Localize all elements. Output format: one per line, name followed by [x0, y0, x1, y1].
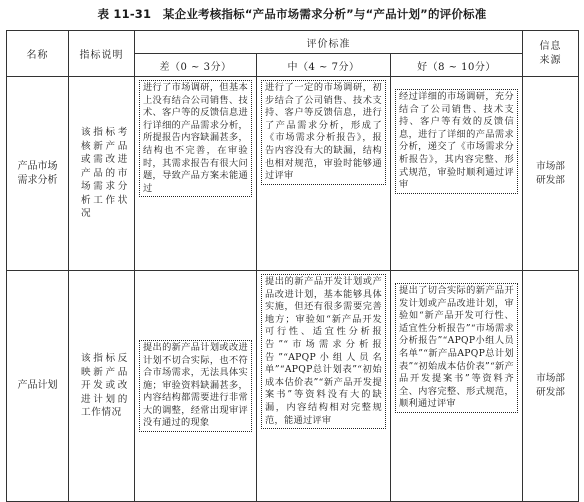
- row-desc: 该指标考核新产品或需改进产品的市场需求分析工作状况: [69, 77, 135, 271]
- header-desc: 指标说明: [69, 31, 135, 77]
- row-source: 市场部研发部: [523, 77, 579, 271]
- table-row: [7, 77, 579, 271]
- row-low-cell: [135, 77, 257, 271]
- header-mid: 中（4 ~ 7分）: [257, 54, 391, 77]
- header-source: 信息来源: [523, 31, 579, 77]
- row-high: 经过详细的市场调研，充分结合了公司销售、技术支持、客户等有效的反馈信息，进行了详细的产品需求分析，递交了《市场需求分析报告》，其内容完整、形式规范，审验时顺利通过评审: [395, 89, 518, 194]
- row-low-cell: [135, 271, 257, 502]
- table-row: [7, 271, 579, 502]
- row-name: 产品市场需求分析: [7, 77, 69, 271]
- row-mid: 提出的新产品开发计划或产品改进计划，基本能够具体实施，但还有很多需要完善地方；审验如“新产品开发可行性、适宜性分析报告”“市场需求分析报告”“APQP小组人员名单”“APQP总计划表”“初始成本估价表”“新产品开发提案书”等资料没有大的缺漏，内容结构相对完整规范，能通过评审: [261, 274, 386, 429]
- row-low: 提出的新产品计划或改进计划不切合实际，也不符合市场需求，无法具体实施；审验资料缺漏甚多，内容结构都需要进行非常大的调整，经常出现审评没有通过的现象: [139, 340, 252, 432]
- header-name: 名称: [7, 31, 69, 77]
- row-mid-cell: [257, 271, 391, 502]
- row-mid-cell: [257, 77, 391, 271]
- header-row: [7, 31, 579, 54]
- row-high: 提出了切合实际的新产品开发计划或产品改进计划，审验如“新产品开发可行性、适宜性分析报告”“市场需求分析报告”“APQP小组人员名单”“新产品APQP总计划表”“初始成本估价表”“新产品开发提案书”等资料齐全、内容完整、形式规范，顺利通过评审: [395, 283, 518, 413]
- row-name: 产品计划: [7, 271, 69, 502]
- table-caption: 表 11-31 某企业考核指标“产品市场需求分析”与“产品计划”的评价标准: [97, 7, 487, 21]
- row-high-cell: [391, 271, 523, 502]
- row-high-cell: [391, 77, 523, 271]
- evaluation-table: [6, 30, 579, 502]
- row-mid: 进行了一定的市场调研，初步结合了公司销售、技术支持、客户等反馈信息，进行了产品需求分析，形成了《市场需求分析报告》，报告内容没有大的缺漏，结构也相对规范，审验时能够通过评审: [261, 80, 386, 185]
- row-low: 进行了市场调研，但基本上没有结合公司销售、技术、客户等的反馈信息进行详细的产品需求分析，所提报告内容缺漏甚多，结构也不完善，在审验时，其需求报告有很大问题，导致产品方案未能通过: [139, 80, 252, 197]
- header-criteria: 评价标准: [135, 31, 523, 54]
- header-high: 好（8 ~ 10分）: [391, 54, 523, 77]
- header-low: 差（0 ~ 3分）: [135, 54, 257, 77]
- row-desc: 该指标反映新产品开发或改进计划的工作情况: [69, 271, 135, 502]
- row-source: 市场部研发部: [523, 271, 579, 502]
